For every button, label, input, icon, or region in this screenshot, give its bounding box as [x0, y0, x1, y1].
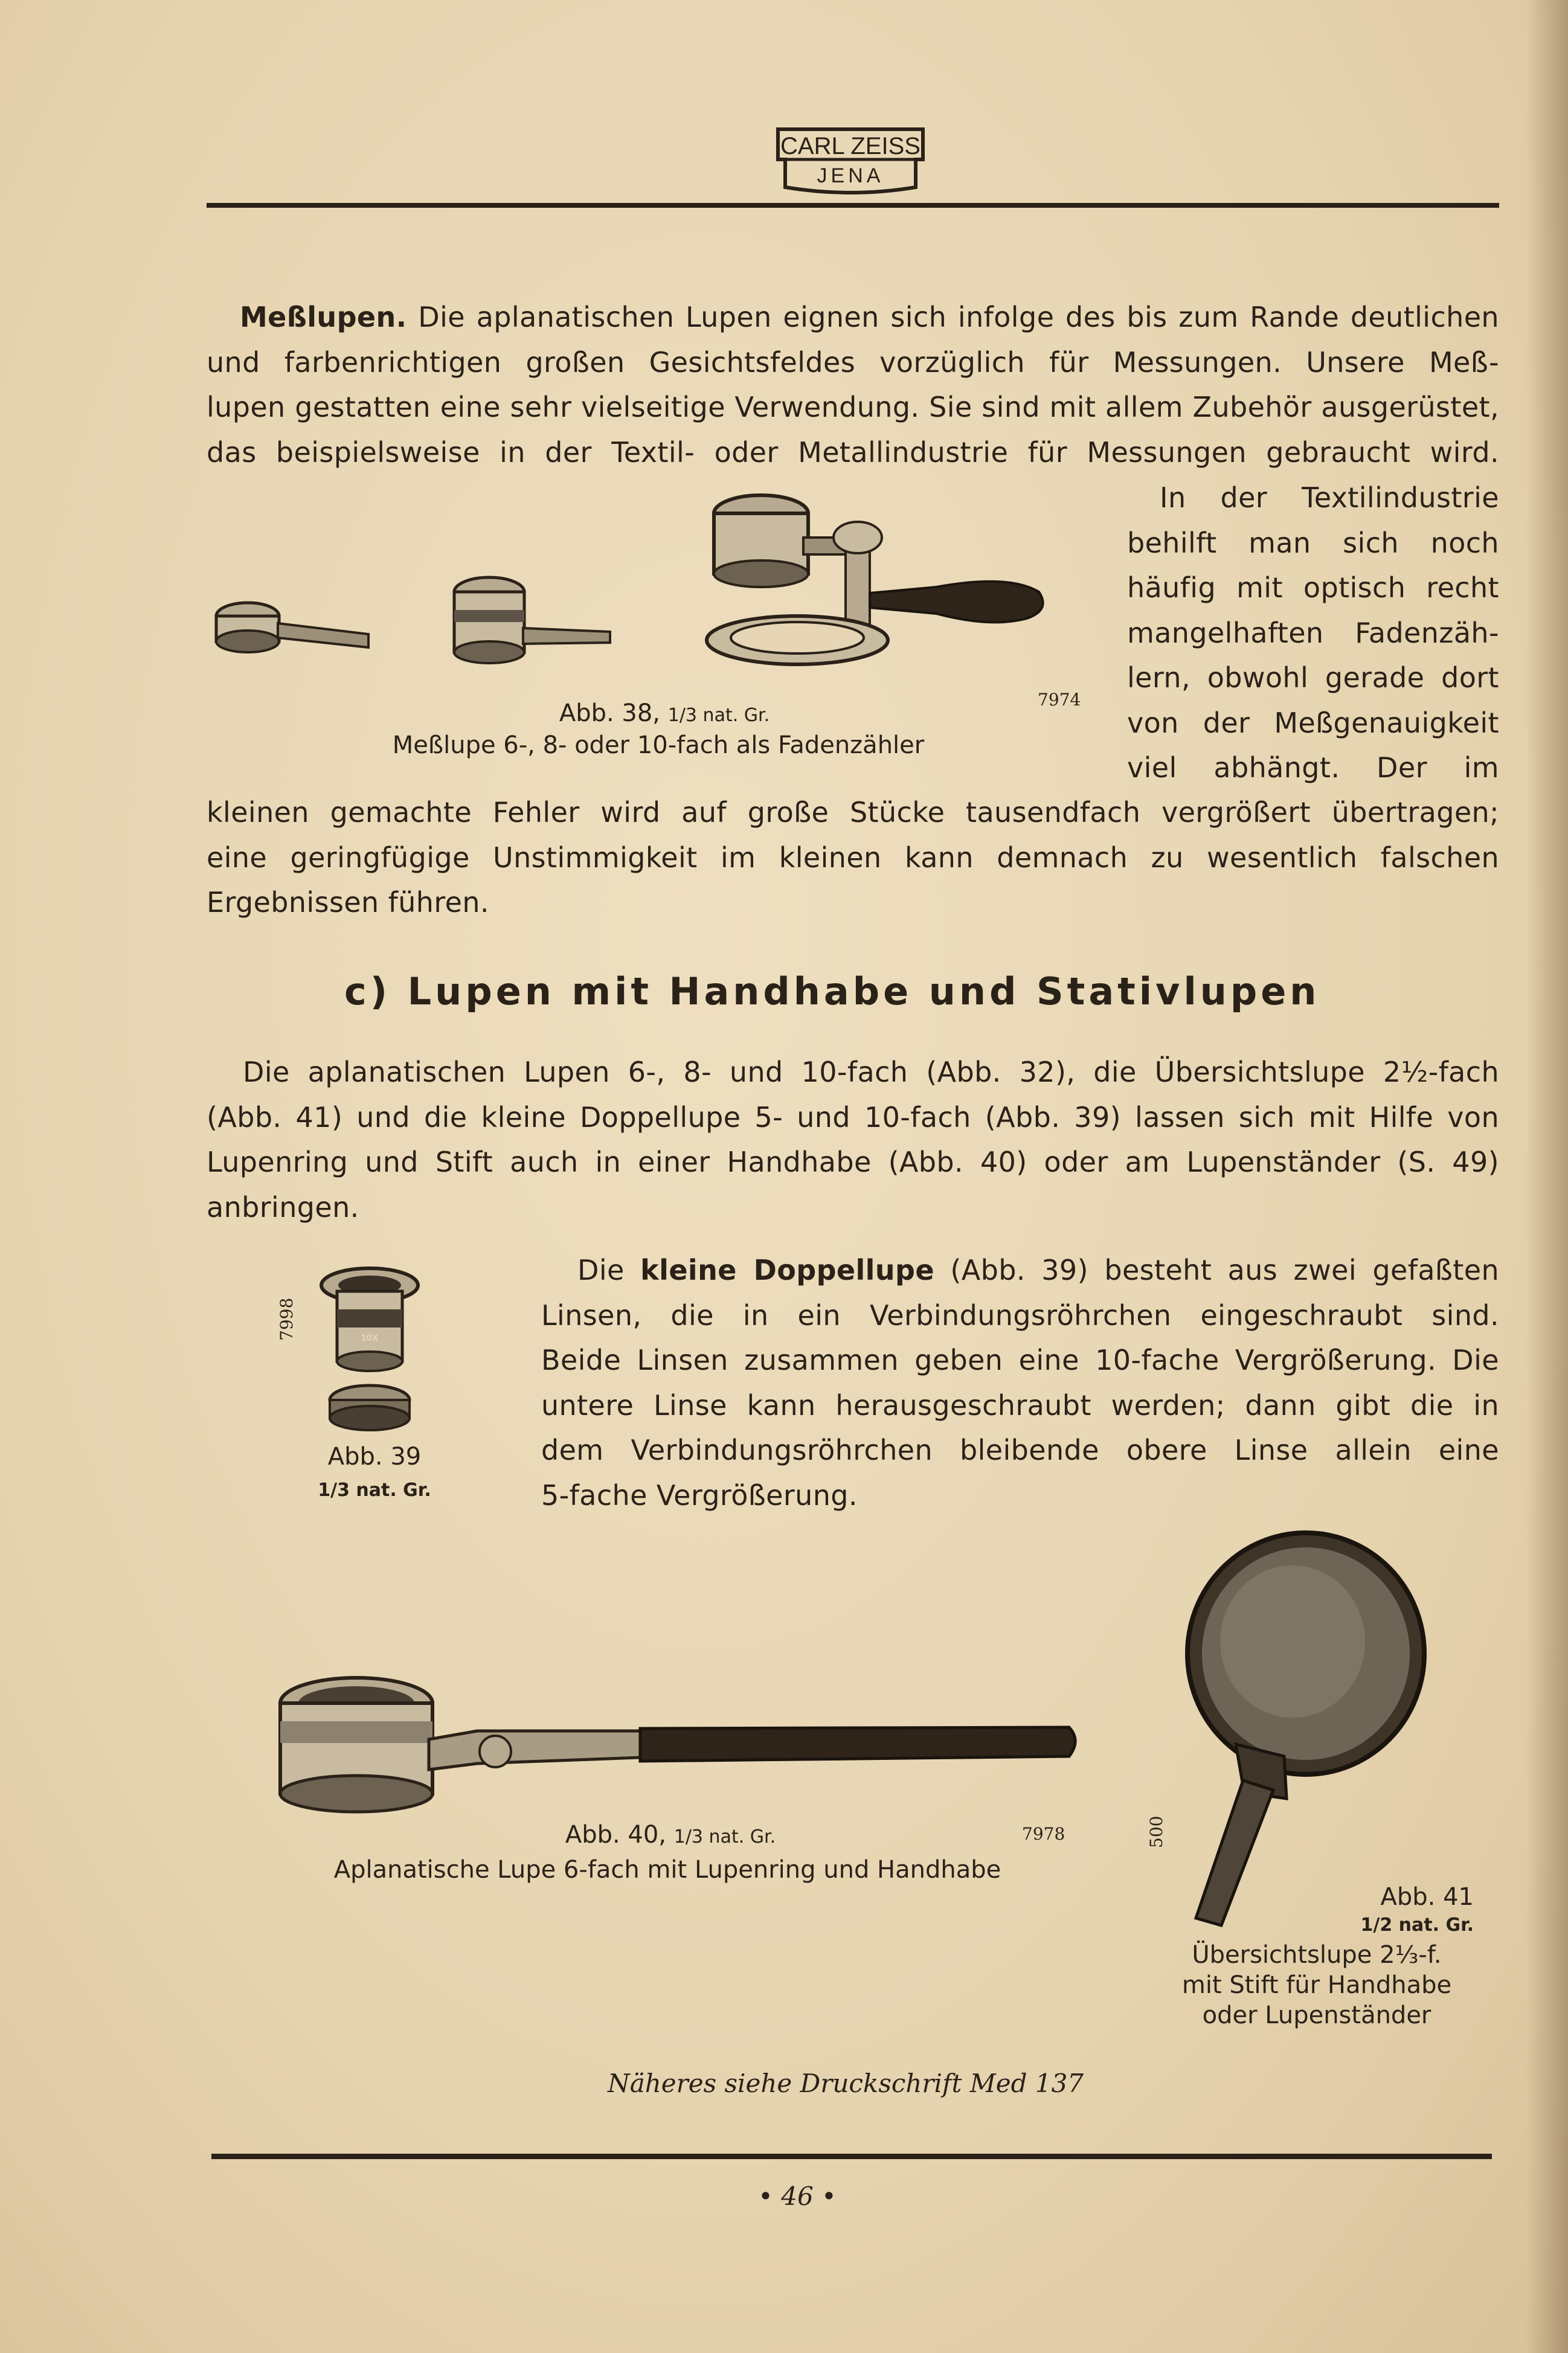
side-line-2: behilft man sich noch: [1127, 526, 1499, 559]
fig41-caption-line-1: Übersichtslupe 2⅓-f.: [1192, 1941, 1442, 1969]
side-line-4: mangelhaften Fadenzäh-: [1127, 616, 1499, 649]
cont-line-2: eine geringfügige Unstimmigkeit im kleinen kann demnach zu wesentlich falschen: [207, 841, 1499, 874]
small-loupe-left-icon: [216, 603, 368, 652]
side-line-6: von der Meßgenauigkeit: [1127, 706, 1499, 739]
fig39-number: 7998: [277, 1297, 297, 1341]
section-c-line-4: anbringen.: [207, 1190, 359, 1224]
fig41-scale: 1/2 nat. Gr.: [1360, 1915, 1474, 1936]
side-line-7: viel abhängt. Der im: [1127, 751, 1499, 784]
section-c-line-1: Die aplanatischen Lupen 6-, 8- und 10-fach (Abb. 32), die Übersichtslupe 2½-fach: [243, 1056, 1499, 1088]
messlupen-line-3: lupen gestatten eine sehr vielseitige Verwendung. Sie sind mit allem Zubehör ausgerüstet,: [207, 391, 1499, 423]
logo-line1: CARL ZEISS: [780, 133, 921, 159]
doppellupe-intro: Die: [577, 1254, 625, 1286]
logo-line2: JENA: [817, 164, 884, 187]
messlupen-text-1: Die aplanatischen Lupen eignen sich infolge des bis zum Rande deutlichen: [418, 301, 1499, 333]
doppellupe-line-1: [541, 1248, 1499, 1293]
fig39-double-loupe-icon: [314, 1267, 435, 1436]
fig41-overview-loupe-icon: [1172, 1539, 1438, 1937]
fig41-caption: [1136, 1940, 1498, 2030]
fig38-caption: Meßlupe 6-, 8- oder 10-fach als Fadenzähler: [392, 731, 925, 759]
section-c-paragraph: [207, 1050, 1499, 1230]
side-line-1: In der Textilindustrie: [1160, 481, 1499, 514]
fig41-caption-line-3: oder Lupenständer: [1202, 2001, 1431, 2029]
messlupen-side-text: [1127, 475, 1499, 791]
section-c-heading: c) Lupen mit Handhabe und Stativlupen: [344, 969, 1320, 1013]
fig38-illustration: [205, 489, 1111, 689]
fig41-number: 500: [1146, 1815, 1166, 1848]
doppellupe-line-6: 5-fache Vergrößerung.: [541, 1478, 858, 1512]
fig41-label: Abb. 41: [1380, 1883, 1474, 1911]
fig40-scale: 1/3 nat. Gr.: [673, 1826, 776, 1847]
messlupen-line-4: das beispielsweise in der Textil- oder Metallindustrie für Messungen gebraucht wird.: [207, 435, 1499, 469]
fig39-label: Abb. 39: [327, 1443, 422, 1471]
doppellupe-paragraph: [541, 1248, 1499, 1518]
logo-frame-icon: [772, 121, 929, 198]
messlupen-line-1: [207, 295, 1499, 340]
messlupen-line-2: und farbenrichtigen großen Gesichtsfeldes vorzüglich für Messungen. Unsere Meß-: [207, 345, 1499, 379]
fig38-scale: 1/3 nat. Gr.: [667, 705, 770, 726]
page-number: • 46 •: [758, 2181, 837, 2211]
doppellupe-line-5: dem Verbindungsröhrchen bleibende obere Linse allein eine: [541, 1434, 1499, 1466]
page-spine-shadow: [1526, 0, 1568, 2353]
fig40-label-row: [532, 1819, 809, 1853]
header-rule: [207, 203, 1499, 208]
doppellupe-line1-rest: (Abb. 39) besteht aus zwei gefaßten: [950, 1254, 1499, 1286]
fig40-number: 7978: [1022, 1824, 1065, 1844]
fig38-label-row: [538, 698, 791, 731]
fig40-handle-loupe-icon: [278, 1673, 1087, 1830]
cont-line-3: Ergebnissen führen.: [207, 886, 489, 919]
doppellupe-line-3: Beide Linsen zusammen geben eine 10-fache Vergrößerung. Die: [541, 1344, 1499, 1376]
fig38-label: Abb. 38,: [559, 699, 661, 727]
fig39-engraving: 10X: [361, 1333, 379, 1343]
side-line-5: lern, obwohl gerade dort: [1127, 661, 1499, 694]
zeiss-logo: [772, 121, 929, 198]
cont-line-1: kleinen gemachte Fehler wird auf große Stücke tausendfach vergrößert übertragen;: [207, 796, 1499, 829]
fig40-caption: Aplanatische Lupe 6-fach mit Lupenring und Handhabe: [333, 1856, 1001, 1884]
messlupen-title: Meßlupen.: [240, 301, 407, 333]
doppellupe-bold: kleine Doppellupe: [640, 1254, 934, 1286]
thread-counter-stand-icon: [707, 495, 1043, 664]
fig40-label: Abb. 40,: [565, 1821, 667, 1849]
section-c-line-2: (Abb. 41) und die kleine Doppellupe 5- und 10-fach (Abb. 39) lassen sich mit Hilfe von: [207, 1100, 1499, 1134]
side-line-3: häufig mit optisch recht: [1127, 571, 1499, 604]
messlupen-continuation: [207, 790, 1499, 925]
fig38-number: 7974: [1038, 690, 1081, 710]
messlupen-paragraph: [207, 295, 1499, 475]
fig41-caption-line-2: mit Stift für Handhabe: [1181, 1971, 1452, 1999]
doppellupe-line-4: untere Linse kann herausgeschraubt werden; dann gibt die in: [541, 1388, 1499, 1422]
footer-note: Näheres siehe Druckschrift Med 137: [607, 2069, 1084, 2098]
fig39-scale: 1/3 nat. Gr.: [318, 1480, 431, 1501]
section-c-line-3: Lupenring und Stift auch in einer Handhabe (Abb. 40) oder am Lupenständer (S. 49): [207, 1146, 1499, 1178]
doppellupe-line-2: Linsen, die in ein Verbindungsröhrchen eingeschraubt sind.: [541, 1298, 1499, 1332]
small-loupe-middle-icon: [454, 577, 610, 663]
footer-rule: [211, 2154, 1492, 2159]
